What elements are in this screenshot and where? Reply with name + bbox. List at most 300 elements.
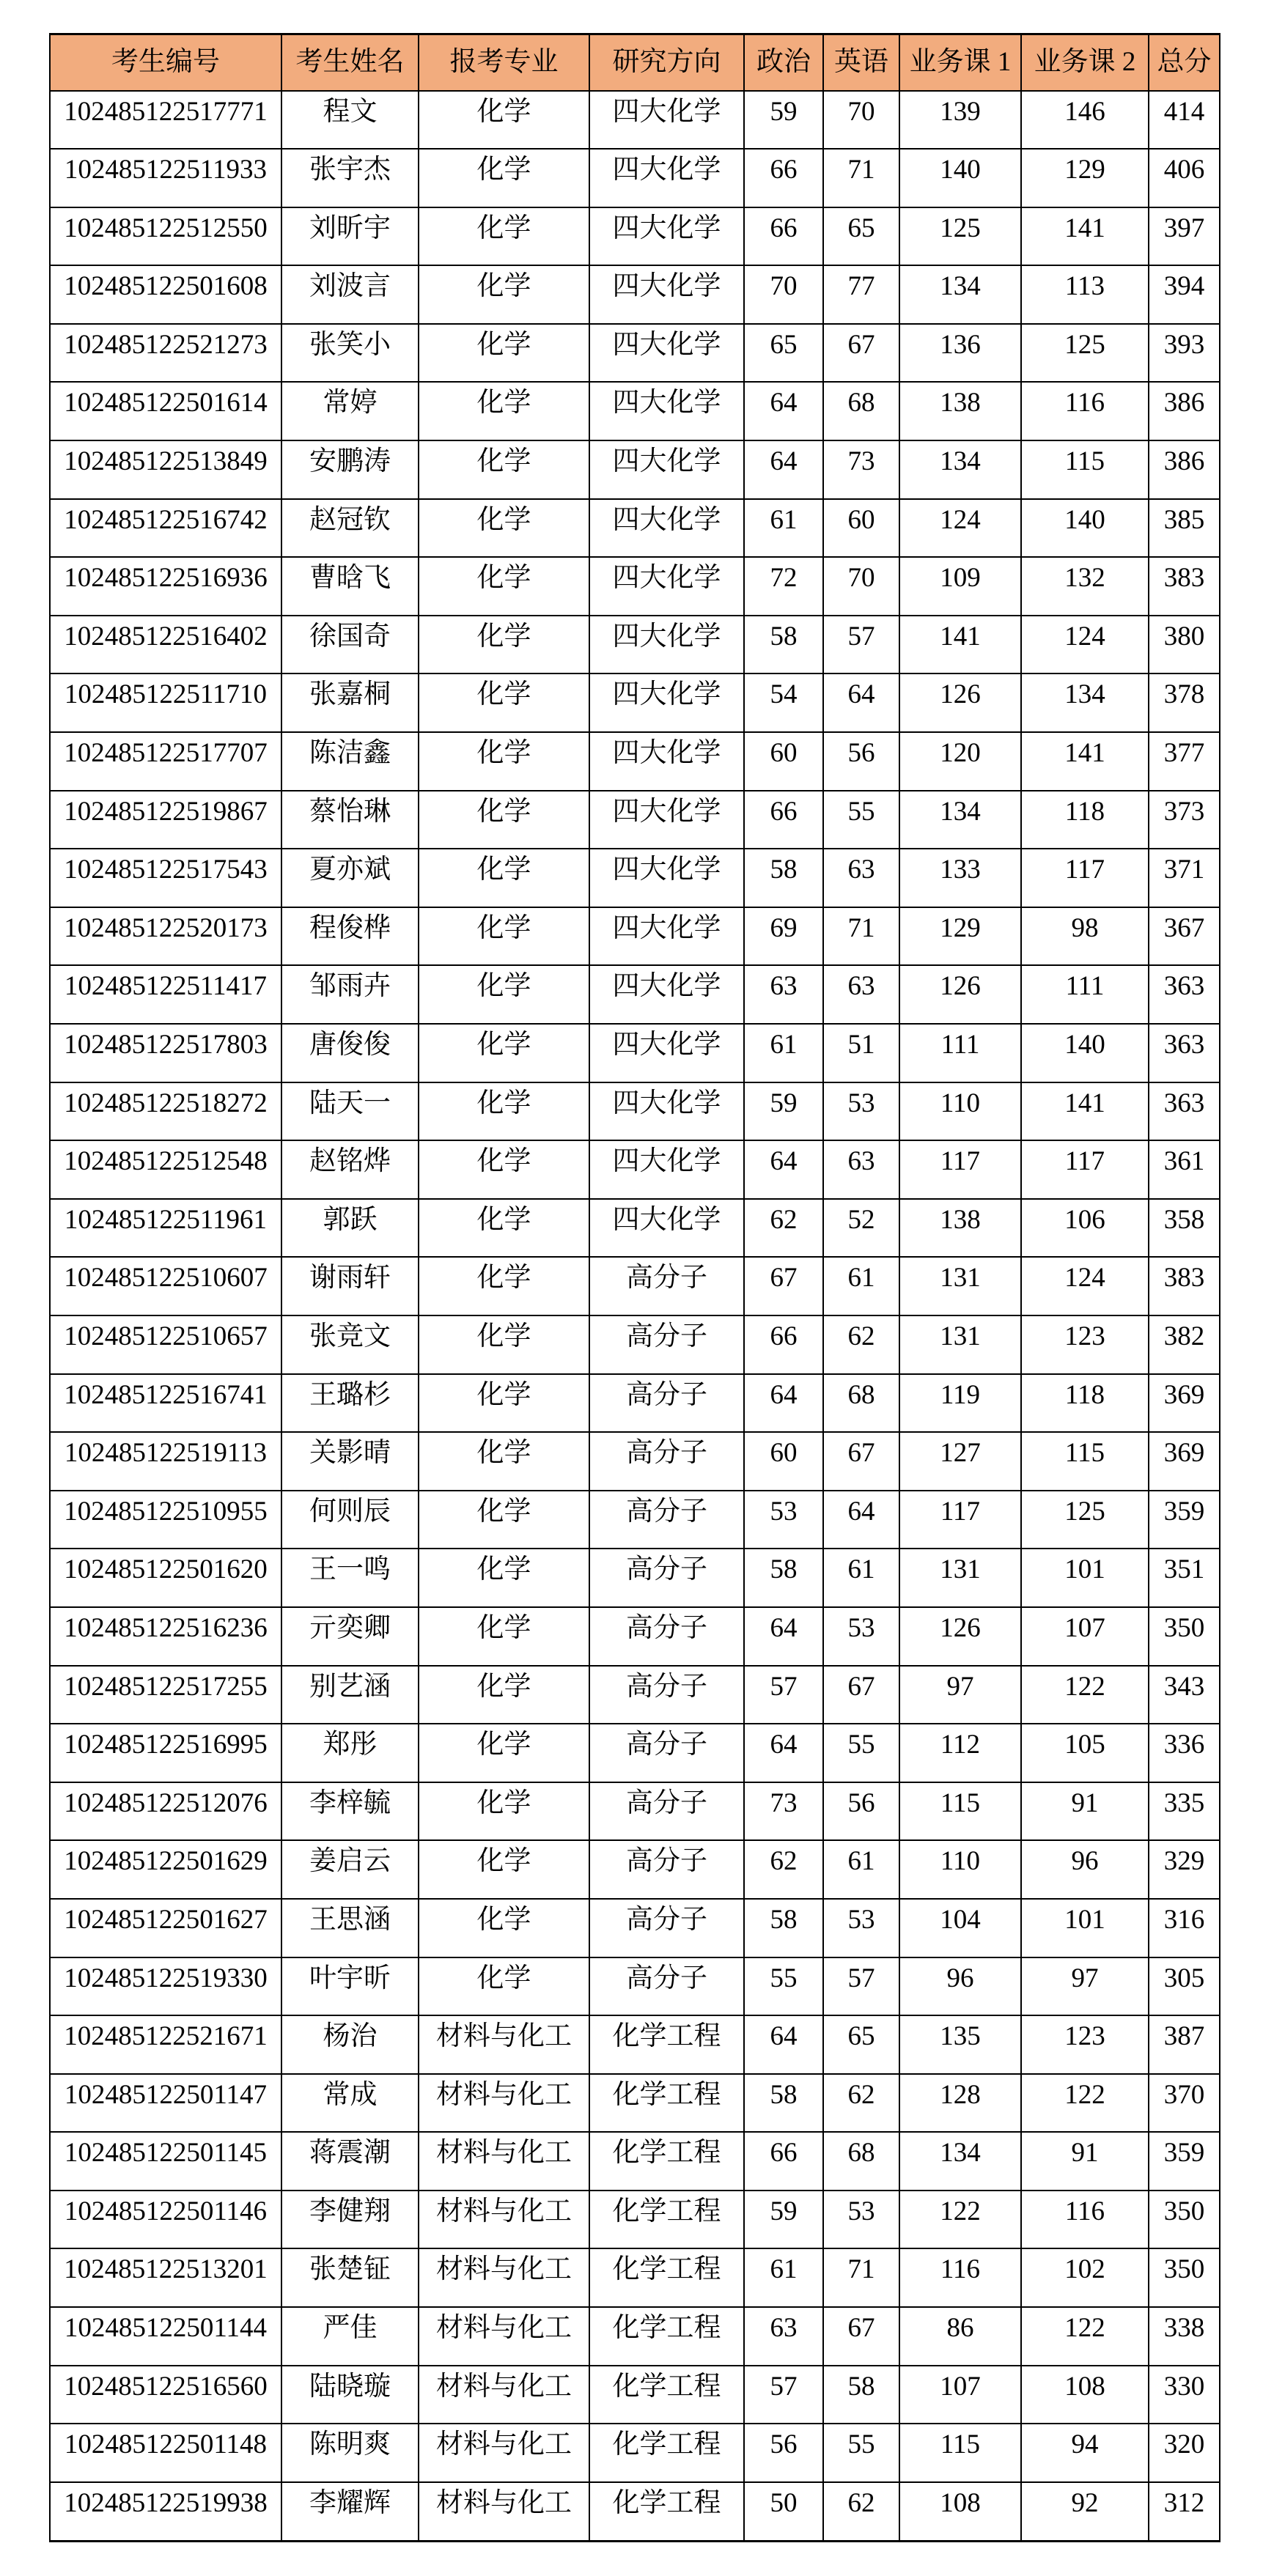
cell-exam-id: 102485122517543 <box>50 849 281 907</box>
cell-exam-id: 102485122501608 <box>50 265 281 324</box>
cell-english: 64 <box>823 673 899 732</box>
cell-direction: 高分子 <box>589 1840 744 1899</box>
cell-exam-id: 102485122510607 <box>50 1257 281 1315</box>
cell-name: 陈洁鑫 <box>281 732 419 791</box>
cell-total: 382 <box>1149 1315 1220 1374</box>
cell-politics: 63 <box>744 2307 823 2366</box>
cell-name: 安鹏涛 <box>281 440 419 499</box>
cell-politics: 64 <box>744 1724 823 1782</box>
table-row <box>50 382 1220 440</box>
cell-major: 化学 <box>419 324 589 383</box>
table-row <box>50 1432 1220 1491</box>
cell-course1: 126 <box>899 673 1021 732</box>
cell-direction: 四大化学 <box>589 557 744 616</box>
cell-name: 程俊桦 <box>281 907 419 966</box>
cell-direction: 高分子 <box>589 1957 744 2016</box>
table-row <box>50 1840 1220 1899</box>
cell-course2: 107 <box>1021 1607 1149 1666</box>
cell-exam-id: 102485122501148 <box>50 2424 281 2482</box>
cell-politics: 66 <box>744 791 823 849</box>
cell-course2: 125 <box>1021 324 1149 383</box>
cell-course2: 141 <box>1021 732 1149 791</box>
cell-course1: 117 <box>899 1140 1021 1199</box>
cell-english: 67 <box>823 1666 899 1724</box>
cell-name: 蒋震潮 <box>281 2132 419 2191</box>
cell-course2: 134 <box>1021 673 1149 732</box>
cell-total: 371 <box>1149 849 1220 907</box>
cell-course1: 119 <box>899 1374 1021 1433</box>
cell-course1: 125 <box>899 207 1021 266</box>
cell-english: 65 <box>823 207 899 266</box>
cell-direction: 四大化学 <box>589 849 744 907</box>
cell-course1: 109 <box>899 557 1021 616</box>
cell-course1: 115 <box>899 2424 1021 2482</box>
column-header-english: 英语 <box>823 34 899 91</box>
column-header-direction: 研究方向 <box>589 34 744 91</box>
cell-course2: 102 <box>1021 2248 1149 2307</box>
column-header-course1: 业务课 1 <box>899 34 1021 91</box>
cell-total: 320 <box>1149 2424 1220 2482</box>
column-header-politics: 政治 <box>744 34 823 91</box>
cell-politics: 58 <box>744 1899 823 1957</box>
cell-total: 336 <box>1149 1724 1220 1782</box>
cell-major: 化学 <box>419 265 589 324</box>
cell-direction: 化学工程 <box>589 2015 744 2074</box>
cell-major: 化学 <box>419 557 589 616</box>
cell-english: 55 <box>823 2424 899 2482</box>
cell-direction: 四大化学 <box>589 499 744 558</box>
cell-major: 化学 <box>419 1840 589 1899</box>
cell-exam-id: 102485122516742 <box>50 499 281 558</box>
cell-major: 材料与化工 <box>419 2191 589 2249</box>
cell-course2: 91 <box>1021 1782 1149 1841</box>
cell-name: 常婷 <box>281 382 419 440</box>
cell-course2: 116 <box>1021 382 1149 440</box>
table-row <box>50 673 1220 732</box>
cell-exam-id: 102485122521273 <box>50 324 281 383</box>
cell-course1: 134 <box>899 440 1021 499</box>
cell-english: 51 <box>823 1024 899 1082</box>
cell-politics: 61 <box>744 2248 823 2307</box>
cell-politics: 64 <box>744 440 823 499</box>
cell-course1: 138 <box>899 382 1021 440</box>
cell-total: 369 <box>1149 1432 1220 1491</box>
table-row <box>50 2307 1220 2366</box>
cell-course1: 126 <box>899 965 1021 1024</box>
cell-english: 68 <box>823 2132 899 2191</box>
cell-direction: 高分子 <box>589 1782 744 1841</box>
cell-english: 70 <box>823 91 899 150</box>
cell-total: 383 <box>1149 557 1220 616</box>
cell-english: 53 <box>823 1082 899 1141</box>
cell-course1: 131 <box>899 1549 1021 1607</box>
cell-course2: 97 <box>1021 1957 1149 2016</box>
table-row <box>50 1491 1220 1549</box>
cell-direction: 四大化学 <box>589 382 744 440</box>
cell-total: 380 <box>1149 616 1220 674</box>
cell-total: 359 <box>1149 1491 1220 1549</box>
cell-politics: 64 <box>744 1607 823 1666</box>
cell-politics: 60 <box>744 732 823 791</box>
cell-name: 谢雨轩 <box>281 1257 419 1315</box>
table-row <box>50 1374 1220 1433</box>
score-table <box>49 33 1220 2542</box>
cell-total: 359 <box>1149 2132 1220 2191</box>
cell-politics: 57 <box>744 1666 823 1724</box>
cell-course1: 86 <box>899 2307 1021 2366</box>
cell-total: 361 <box>1149 1140 1220 1199</box>
cell-politics: 65 <box>744 324 823 383</box>
cell-exam-id: 102485122519938 <box>50 2482 281 2542</box>
cell-course2: 129 <box>1021 149 1149 207</box>
cell-course2: 122 <box>1021 1666 1149 1724</box>
cell-major: 化学 <box>419 1899 589 1957</box>
cell-english: 71 <box>823 2248 899 2307</box>
cell-course1: 134 <box>899 791 1021 849</box>
cell-major: 化学 <box>419 965 589 1024</box>
table-row <box>50 1957 1220 2016</box>
cell-total: 414 <box>1149 91 1220 150</box>
cell-english: 64 <box>823 1491 899 1549</box>
cell-course2: 105 <box>1021 1724 1149 1782</box>
cell-course1: 124 <box>899 499 1021 558</box>
cell-major: 化学 <box>419 616 589 674</box>
table-header <box>50 34 1220 91</box>
cell-major: 化学 <box>419 1491 589 1549</box>
cell-exam-id: 102485122518272 <box>50 1082 281 1141</box>
cell-politics: 70 <box>744 265 823 324</box>
cell-exam-id: 102485122517771 <box>50 91 281 150</box>
table-row <box>50 1607 1220 1666</box>
table-row <box>50 265 1220 324</box>
cell-name: 亓奕卿 <box>281 1607 419 1666</box>
cell-course2: 115 <box>1021 440 1149 499</box>
table-row <box>50 2424 1220 2482</box>
table-row <box>50 2482 1220 2542</box>
cell-course2: 124 <box>1021 616 1149 674</box>
cell-name: 李耀辉 <box>281 2482 419 2542</box>
cell-english: 56 <box>823 732 899 791</box>
cell-name: 叶宇昕 <box>281 1957 419 2016</box>
cell-course1: 134 <box>899 265 1021 324</box>
cell-major: 化学 <box>419 207 589 266</box>
column-header-total: 总分 <box>1149 34 1220 91</box>
cell-exam-id: 102485122513849 <box>50 440 281 499</box>
cell-major: 化学 <box>419 1957 589 2016</box>
cell-politics: 57 <box>744 2366 823 2424</box>
cell-course2: 118 <box>1021 791 1149 849</box>
cell-politics: 60 <box>744 1432 823 1491</box>
cell-politics: 72 <box>744 557 823 616</box>
cell-course1: 111 <box>899 1024 1021 1082</box>
cell-course1: 131 <box>899 1257 1021 1315</box>
cell-total: 351 <box>1149 1549 1220 1607</box>
cell-english: 62 <box>823 1315 899 1374</box>
cell-politics: 54 <box>744 673 823 732</box>
cell-total: 386 <box>1149 382 1220 440</box>
cell-course1: 117 <box>899 1491 1021 1549</box>
cell-name: 李梓毓 <box>281 1782 419 1841</box>
cell-major: 化学 <box>419 91 589 150</box>
cell-direction: 高分子 <box>589 1491 744 1549</box>
cell-course2: 141 <box>1021 207 1149 266</box>
cell-english: 58 <box>823 2366 899 2424</box>
cell-major: 化学 <box>419 1315 589 1374</box>
cell-exam-id: 102485122517255 <box>50 1666 281 1724</box>
cell-direction: 高分子 <box>589 1724 744 1782</box>
table-row <box>50 791 1220 849</box>
table-row <box>50 1140 1220 1199</box>
cell-name: 王思涵 <box>281 1899 419 1957</box>
cell-politics: 59 <box>744 91 823 150</box>
table-row <box>50 499 1220 558</box>
cell-course2: 116 <box>1021 2191 1149 2249</box>
cell-total: 370 <box>1149 2074 1220 2133</box>
cell-major: 化学 <box>419 1374 589 1433</box>
cell-course1: 134 <box>899 2132 1021 2191</box>
cell-direction: 化学工程 <box>589 2191 744 2249</box>
cell-exam-id: 102485122516936 <box>50 557 281 616</box>
cell-direction: 四大化学 <box>589 91 744 150</box>
cell-direction: 四大化学 <box>589 791 744 849</box>
cell-politics: 58 <box>744 2074 823 2133</box>
table-row <box>50 2248 1220 2307</box>
cell-major: 化学 <box>419 1607 589 1666</box>
cell-total: 367 <box>1149 907 1220 966</box>
cell-direction: 高分子 <box>589 1257 744 1315</box>
cell-course1: 104 <box>899 1899 1021 1957</box>
cell-politics: 50 <box>744 2482 823 2542</box>
cell-name: 关影晴 <box>281 1432 419 1491</box>
cell-exam-id: 102485122501620 <box>50 1549 281 1607</box>
cell-politics: 58 <box>744 616 823 674</box>
cell-name: 张竞文 <box>281 1315 419 1374</box>
cell-direction: 四大化学 <box>589 1199 744 1258</box>
cell-major: 材料与化工 <box>419 2248 589 2307</box>
cell-direction: 化学工程 <box>589 2307 744 2366</box>
cell-exam-id: 102485122501627 <box>50 1899 281 1957</box>
cell-english: 63 <box>823 1140 899 1199</box>
cell-english: 53 <box>823 1607 899 1666</box>
cell-course2: 91 <box>1021 2132 1149 2191</box>
cell-english: 73 <box>823 440 899 499</box>
cell-english: 68 <box>823 382 899 440</box>
cell-exam-id: 102485122516236 <box>50 1607 281 1666</box>
cell-politics: 66 <box>744 2132 823 2191</box>
cell-english: 60 <box>823 499 899 558</box>
cell-name: 李健翔 <box>281 2191 419 2249</box>
cell-direction: 高分子 <box>589 1549 744 1607</box>
cell-major: 化学 <box>419 382 589 440</box>
cell-exam-id: 102485122501629 <box>50 1840 281 1899</box>
table-row <box>50 1024 1220 1082</box>
cell-name: 王一鸣 <box>281 1549 419 1607</box>
cell-course1: 126 <box>899 1607 1021 1666</box>
cell-course2: 132 <box>1021 557 1149 616</box>
cell-course2: 106 <box>1021 1199 1149 1258</box>
cell-course2: 111 <box>1021 965 1149 1024</box>
table-row <box>50 149 1220 207</box>
cell-total: 373 <box>1149 791 1220 849</box>
cell-politics: 66 <box>744 207 823 266</box>
cell-course1: 97 <box>899 1666 1021 1724</box>
cell-total: 394 <box>1149 265 1220 324</box>
cell-major: 化学 <box>419 732 589 791</box>
cell-course1: 128 <box>899 2074 1021 2133</box>
cell-course1: 96 <box>899 1957 1021 2016</box>
cell-name: 姜启云 <box>281 1840 419 1899</box>
cell-name: 徐国奇 <box>281 616 419 674</box>
cell-direction: 四大化学 <box>589 265 744 324</box>
cell-course1: 136 <box>899 324 1021 383</box>
cell-total: 385 <box>1149 499 1220 558</box>
cell-english: 67 <box>823 2307 899 2366</box>
cell-direction: 高分子 <box>589 1607 744 1666</box>
cell-exam-id: 102485122516995 <box>50 1724 281 1782</box>
cell-direction: 高分子 <box>589 1374 744 1433</box>
cell-name: 邹雨卉 <box>281 965 419 1024</box>
cell-exam-id: 102485122501146 <box>50 2191 281 2249</box>
cell-course2: 122 <box>1021 2307 1149 2366</box>
cell-course1: 120 <box>899 732 1021 791</box>
cell-name: 唐俊俊 <box>281 1024 419 1082</box>
cell-direction: 四大化学 <box>589 907 744 966</box>
cell-exam-id: 102485122510657 <box>50 1315 281 1374</box>
table-row <box>50 732 1220 791</box>
cell-english: 71 <box>823 907 899 966</box>
column-header-major: 报考专业 <box>419 34 589 91</box>
table-row <box>50 1782 1220 1841</box>
cell-major: 化学 <box>419 1549 589 1607</box>
cell-politics: 66 <box>744 1315 823 1374</box>
cell-name: 张笑小 <box>281 324 419 383</box>
cell-exam-id: 102485122511710 <box>50 673 281 732</box>
cell-course1: 135 <box>899 2015 1021 2074</box>
cell-total: 338 <box>1149 2307 1220 2366</box>
cell-major: 化学 <box>419 149 589 207</box>
cell-major: 化学 <box>419 1724 589 1782</box>
cell-exam-id: 102485122521671 <box>50 2015 281 2074</box>
cell-english: 57 <box>823 1957 899 2016</box>
cell-course2: 140 <box>1021 499 1149 558</box>
cell-course2: 117 <box>1021 849 1149 907</box>
cell-name: 刘昕宇 <box>281 207 419 266</box>
table-row <box>50 907 1220 966</box>
cell-exam-id: 102485122501147 <box>50 2074 281 2133</box>
cell-major: 材料与化工 <box>419 2074 589 2133</box>
cell-course2: 96 <box>1021 1840 1149 1899</box>
cell-course2: 108 <box>1021 2366 1149 2424</box>
table-row <box>50 1666 1220 1724</box>
cell-total: 329 <box>1149 1840 1220 1899</box>
cell-total: 305 <box>1149 1957 1220 2016</box>
cell-exam-id: 102485122511961 <box>50 1199 281 1258</box>
cell-course1: 131 <box>899 1315 1021 1374</box>
cell-english: 61 <box>823 1257 899 1315</box>
cell-name: 杨治 <box>281 2015 419 2074</box>
cell-total: 369 <box>1149 1374 1220 1433</box>
cell-name: 陈明爽 <box>281 2424 419 2482</box>
cell-course2: 124 <box>1021 1257 1149 1315</box>
cell-major: 化学 <box>419 1140 589 1199</box>
cell-course1: 107 <box>899 2366 1021 2424</box>
cell-name: 陆天一 <box>281 1082 419 1141</box>
cell-politics: 73 <box>744 1782 823 1841</box>
cell-exam-id: 102485122517803 <box>50 1024 281 1082</box>
cell-exam-id: 102485122501614 <box>50 382 281 440</box>
table-row <box>50 324 1220 383</box>
cell-course1: 127 <box>899 1432 1021 1491</box>
cell-exam-id: 102485122511417 <box>50 965 281 1024</box>
cell-course2: 125 <box>1021 1491 1149 1549</box>
cell-total: 363 <box>1149 965 1220 1024</box>
cell-english: 68 <box>823 1374 899 1433</box>
cell-direction: 化学工程 <box>589 2366 744 2424</box>
cell-exam-id: 102485122510955 <box>50 1491 281 1549</box>
table-row <box>50 849 1220 907</box>
cell-politics: 61 <box>744 499 823 558</box>
cell-english: 55 <box>823 1724 899 1782</box>
cell-english: 70 <box>823 557 899 616</box>
cell-major: 化学 <box>419 849 589 907</box>
cell-politics: 62 <box>744 1840 823 1899</box>
cell-direction: 四大化学 <box>589 1024 744 1082</box>
cell-name: 王璐杉 <box>281 1374 419 1433</box>
cell-major: 化学 <box>419 1199 589 1258</box>
cell-course1: 138 <box>899 1199 1021 1258</box>
table-row <box>50 1257 1220 1315</box>
cell-english: 57 <box>823 616 899 674</box>
cell-name: 张楚钲 <box>281 2248 419 2307</box>
cell-name: 刘波言 <box>281 265 419 324</box>
cell-politics: 64 <box>744 2015 823 2074</box>
cell-course1: 108 <box>899 2482 1021 2542</box>
cell-major: 材料与化工 <box>419 2366 589 2424</box>
cell-major: 化学 <box>419 1782 589 1841</box>
cell-english: 63 <box>823 965 899 1024</box>
cell-course2: 118 <box>1021 1374 1149 1433</box>
cell-major: 化学 <box>419 1257 589 1315</box>
cell-politics: 62 <box>744 1199 823 1258</box>
cell-direction: 四大化学 <box>589 324 744 383</box>
table-row <box>50 1199 1220 1258</box>
cell-major: 化学 <box>419 673 589 732</box>
cell-course1: 110 <box>899 1840 1021 1899</box>
cell-total: 363 <box>1149 1024 1220 1082</box>
cell-direction: 高分子 <box>589 1432 744 1491</box>
cell-direction: 高分子 <box>589 1315 744 1374</box>
cell-politics: 69 <box>744 907 823 966</box>
cell-major: 化学 <box>419 907 589 966</box>
cell-direction: 化学工程 <box>589 2074 744 2133</box>
cell-course2: 98 <box>1021 907 1149 966</box>
table-row <box>50 965 1220 1024</box>
cell-english: 67 <box>823 1432 899 1491</box>
table-row <box>50 616 1220 674</box>
cell-english: 71 <box>823 149 899 207</box>
cell-major: 材料与化工 <box>419 2132 589 2191</box>
cell-course1: 122 <box>899 2191 1021 2249</box>
cell-major: 化学 <box>419 1024 589 1082</box>
cell-total: 393 <box>1149 324 1220 383</box>
cell-course2: 146 <box>1021 91 1149 150</box>
cell-politics: 55 <box>744 1957 823 2016</box>
cell-english: 56 <box>823 1782 899 1841</box>
cell-course2: 113 <box>1021 265 1149 324</box>
cell-total: 312 <box>1149 2482 1220 2542</box>
cell-name: 赵铭烨 <box>281 1140 419 1199</box>
cell-total: 387 <box>1149 2015 1220 2074</box>
